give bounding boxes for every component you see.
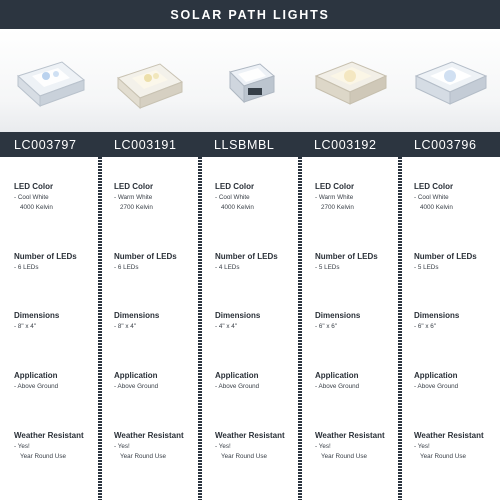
spec-label: LED Color — [315, 182, 355, 191]
spec-number-of-leds — [414, 252, 500, 273]
spec-led-color — [114, 182, 210, 213]
spec-led-color — [14, 182, 110, 213]
spec-label: Dimensions — [114, 311, 160, 320]
spec-dimensions — [315, 311, 411, 332]
spec-label: Dimensions — [414, 311, 460, 320]
spec-label: Number of LEDs — [14, 252, 77, 261]
spec-value: - Yes! — [114, 443, 130, 450]
product-code: LC003797 — [14, 137, 77, 152]
spec-dimensions — [414, 311, 500, 332]
product-photo-strip — [0, 29, 500, 132]
spec-value: - Yes! — [14, 443, 30, 450]
spec-value: - Above Ground — [114, 383, 159, 390]
spec-dimensions — [114, 311, 210, 332]
spec-dimensions — [14, 311, 110, 332]
spec-value: - Cool White — [414, 194, 449, 201]
spec-value: Year Round Use — [20, 453, 66, 460]
spec-grid — [0, 157, 500, 500]
spec-label: Dimensions — [215, 311, 261, 320]
spec-weather-resistant — [215, 431, 311, 462]
spec-label: Application — [414, 371, 458, 380]
product-photo-lc003192 — [300, 29, 400, 132]
spec-value: - Warm White — [114, 194, 153, 201]
spec-column-lc003796 — [414, 157, 500, 500]
spec-value: - Above Ground — [315, 383, 360, 390]
spec-value: - 5 LEDs — [315, 264, 340, 271]
spec-value: - 8" x 4" — [14, 323, 36, 330]
product-photo-lc003796 — [400, 29, 500, 132]
spec-label: Application — [14, 371, 58, 380]
spec-label: LED Color — [215, 182, 255, 191]
spec-application — [215, 371, 311, 392]
spec-value: Year Round Use — [221, 453, 267, 460]
spec-value: 4000 Kelvin — [20, 204, 53, 211]
spec-number-of-leds — [114, 252, 210, 273]
spec-value: - 4" x 4" — [215, 323, 237, 330]
spec-label: Weather Resistant — [114, 431, 184, 440]
spec-value: - Yes! — [215, 443, 231, 450]
spec-label: LED Color — [14, 182, 54, 191]
page-title-banner — [0, 0, 500, 29]
spec-dimensions — [215, 311, 311, 332]
spec-led-color — [215, 182, 311, 213]
spec-value: 2700 Kelvin — [120, 204, 153, 211]
spec-label: LED Color — [114, 182, 154, 191]
spec-application — [114, 371, 210, 392]
spec-weather-resistant — [315, 431, 411, 462]
spec-application — [14, 371, 110, 392]
page-title: SOLAR PATH LIGHTS — [170, 7, 330, 22]
spec-number-of-leds — [315, 252, 411, 273]
spec-value: - Above Ground — [215, 383, 260, 390]
spec-label: Number of LEDs — [114, 252, 177, 261]
spec-application — [414, 371, 500, 392]
product-code: LC003192 — [314, 137, 377, 152]
spec-led-color — [414, 182, 500, 213]
spec-value: Year Round Use — [120, 453, 166, 460]
spec-column-lc003192 — [315, 157, 411, 500]
spec-value: - Warm White — [315, 194, 354, 201]
product-photo-lc003797 — [0, 29, 100, 132]
spec-number-of-leds — [215, 252, 311, 273]
spec-label: LED Color — [414, 182, 454, 191]
product-photo-lc003191 — [100, 29, 200, 132]
spec-value: - Cool White — [215, 194, 250, 201]
spec-label: Dimensions — [315, 311, 361, 320]
spec-label: Application — [215, 371, 259, 380]
spec-value: - 6" x 6" — [414, 323, 436, 330]
spec-value: 4000 Kelvin — [420, 204, 453, 211]
spec-value: - 4 LEDs — [215, 264, 240, 271]
spec-value: - Yes! — [414, 443, 430, 450]
spec-number-of-leds — [14, 252, 110, 273]
spec-value: - Cool White — [14, 194, 49, 201]
spec-column-llsbmbl — [215, 157, 311, 500]
product-code-bar — [0, 132, 500, 157]
spec-value: Year Round Use — [321, 453, 367, 460]
spec-value: - Yes! — [315, 443, 331, 450]
spec-value: - 6 LEDs — [114, 264, 139, 271]
spec-weather-resistant — [14, 431, 110, 462]
spec-label: Number of LEDs — [215, 252, 278, 261]
spec-value: - 6 LEDs — [14, 264, 39, 271]
spec-value: Year Round Use — [420, 453, 466, 460]
product-code: LLSBMBL — [214, 137, 275, 152]
spec-label: Weather Resistant — [215, 431, 285, 440]
product-code: LC003191 — [114, 137, 177, 152]
spec-value: - Above Ground — [14, 383, 59, 390]
spec-label: Application — [114, 371, 158, 380]
spec-label: Weather Resistant — [315, 431, 385, 440]
spec-label: Dimensions — [14, 311, 60, 320]
spec-weather-resistant — [414, 431, 500, 462]
spec-led-color — [315, 182, 411, 213]
spec-value: - 6" x 6" — [315, 323, 337, 330]
spec-label: Weather Resistant — [14, 431, 84, 440]
spec-label: Number of LEDs — [414, 252, 477, 261]
spec-value: 2700 Kelvin — [321, 204, 354, 211]
spec-value: - Above Ground — [414, 383, 459, 390]
spec-column-lc003191 — [114, 157, 210, 500]
spec-label: Weather Resistant — [414, 431, 484, 440]
spec-weather-resistant — [114, 431, 210, 462]
spec-value: - 5 LEDs — [414, 264, 439, 271]
spec-label: Number of LEDs — [315, 252, 378, 261]
spec-value: - 8" x 4" — [114, 323, 136, 330]
spec-application — [315, 371, 411, 392]
spec-value: 4000 Kelvin — [221, 204, 254, 211]
spec-column-lc003797 — [14, 157, 110, 500]
product-photo-llsbmbl — [200, 29, 300, 132]
spec-label: Application — [315, 371, 359, 380]
product-code: LC003796 — [414, 137, 477, 152]
